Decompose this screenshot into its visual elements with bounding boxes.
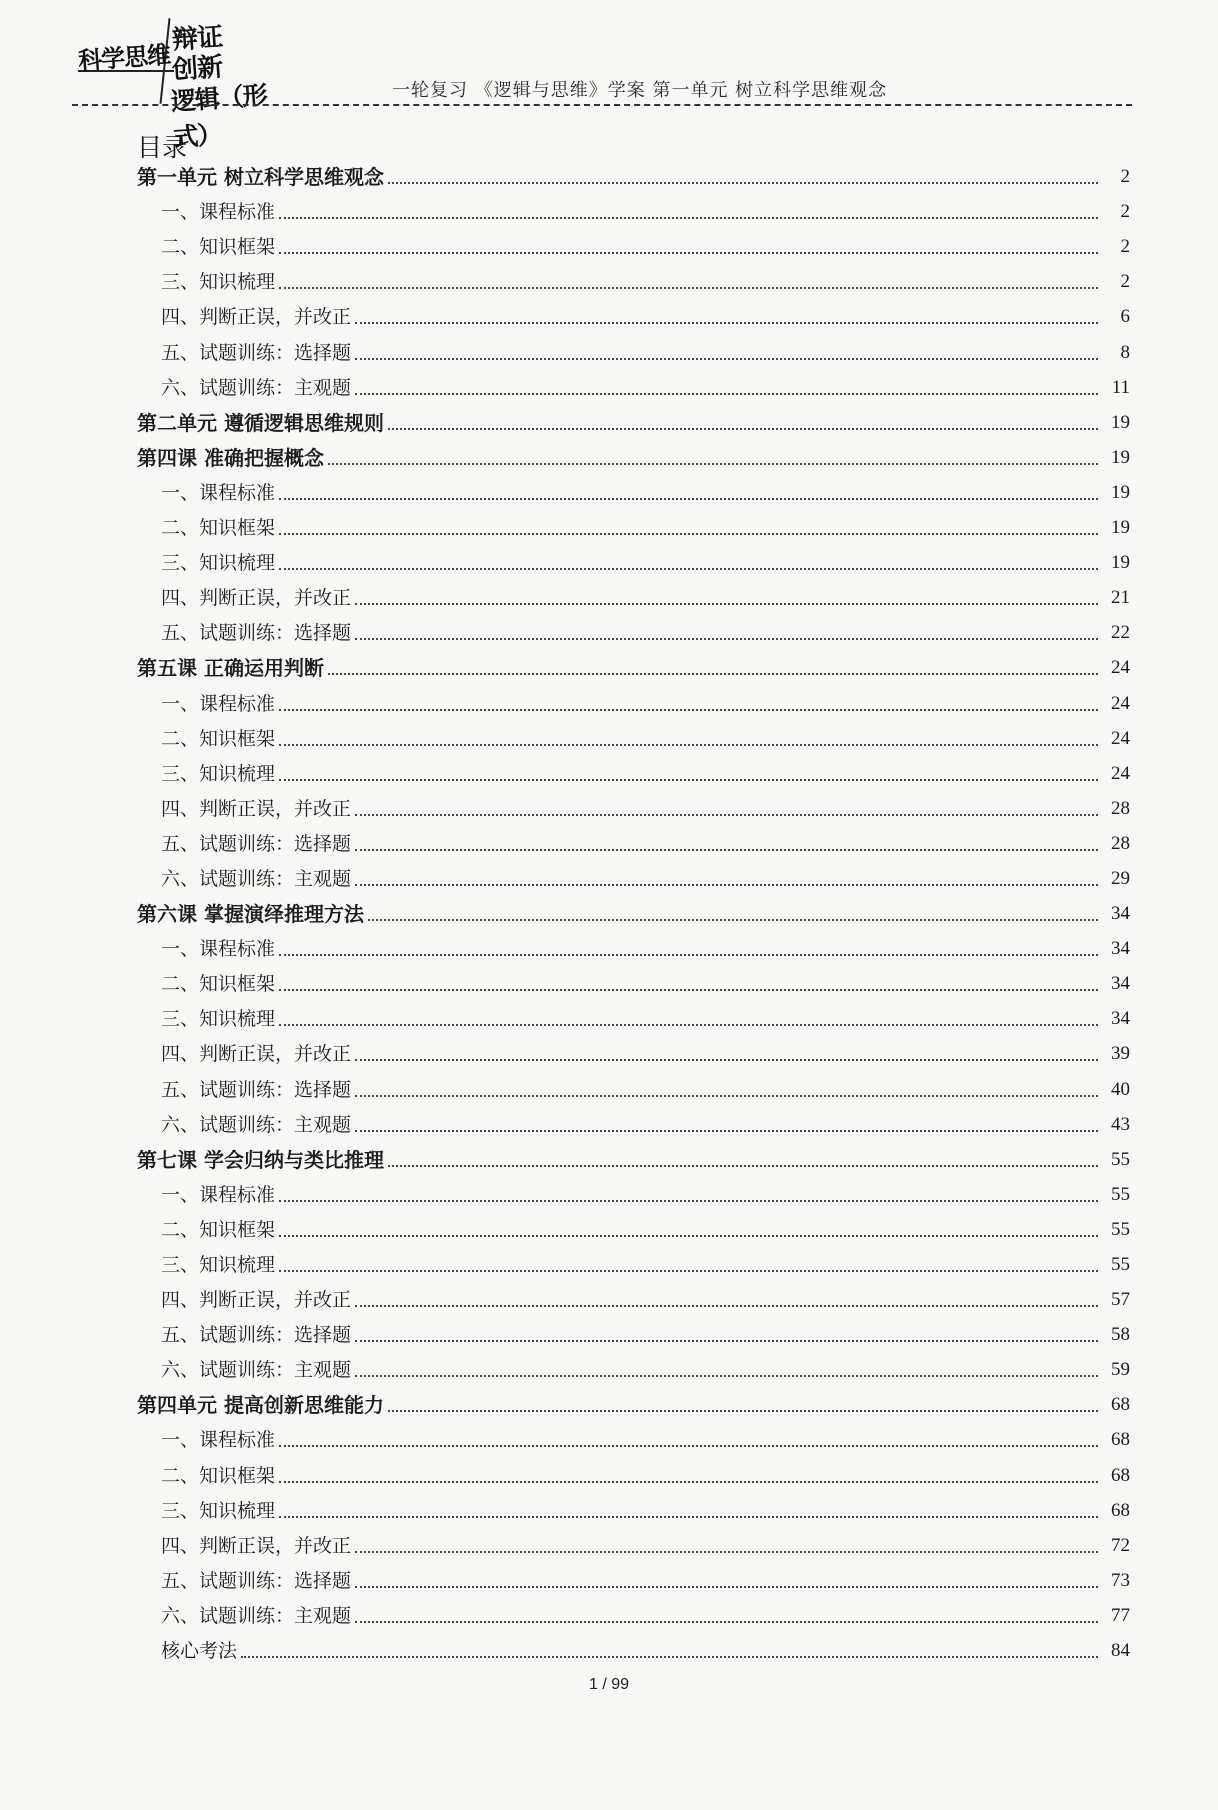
dot-leader [328,673,1098,675]
toc-subentry[interactable] [137,329,1130,364]
dot-leader [355,1586,1098,1588]
toc-subentry[interactable] [137,294,1130,329]
toc-entry-label: 核心考法 [161,1640,238,1663]
dot-leader [279,1024,1098,1026]
dot-leader [279,568,1098,570]
toc-subentry[interactable] [137,259,1130,294]
toc-entry-page-number: 11 [1111,376,1130,398]
toc-subentry[interactable] [137,365,1130,400]
toc-entry-page-number: 19 [1111,481,1130,503]
toc-entry-label: 三、知识梳理 [161,271,276,294]
toc-subentry[interactable] [137,1417,1130,1452]
toc-subentry[interactable] [137,1102,1130,1137]
toc-entry-label: 五、试题训练：选择题 [161,1078,352,1101]
toc-subentry[interactable] [137,470,1130,505]
dot-leader [355,603,1098,605]
dot-leader [355,1305,1098,1307]
toc-entry-label: 二、知识框架 [161,727,276,750]
dot-leader [355,393,1098,395]
toc-entry-page-number: 68 [1111,1394,1130,1416]
toc-entry-page-number: 19 [1111,552,1130,574]
toc-entry-page-number: 34 [1111,1008,1130,1030]
toc-entry-label: 一、课程标准 [161,481,276,504]
toc-entry-page-number: 24 [1111,762,1130,784]
dot-leader [279,779,1098,781]
toc-subentry[interactable] [137,961,1130,996]
toc-entry-page-number: 34 [1111,903,1130,925]
dot-leader [279,709,1098,711]
toc-entry-page-number: 24 [1111,692,1130,714]
dot-leader [279,1445,1098,1447]
toc-entry-label: 第二单元 遵循逻辑思维规则 [137,410,384,435]
toc-subentry[interactable] [137,786,1130,821]
dot-leader [279,498,1098,500]
toc-subentry[interactable] [137,224,1130,259]
toc-title: 目录 [137,133,188,162]
dot-leader [355,849,1098,851]
toc-entry-page-number: 28 [1111,797,1130,819]
dot-leader [279,1200,1098,1202]
table-of-contents [137,154,1130,1663]
toc-entry-page-number: 57 [1111,1289,1130,1311]
toc-section-entry[interactable] [137,891,1130,926]
toc-subentry[interactable] [137,1277,1130,1312]
toc-subentry[interactable] [137,610,1130,645]
toc-entry-label: 第一单元 树立科学思维观念 [137,165,384,190]
toc-entry-label: 二、知识框架 [161,973,276,996]
toc-section-entry[interactable] [137,400,1130,435]
dot-leader [279,1481,1098,1483]
toc-entry-label: 四、判断正误，并改正 [161,1043,352,1066]
toc-entry-label: 第五课 正确运用判断 [137,656,324,681]
dot-leader [279,1235,1098,1237]
toc-entry-page-number: 2 [1120,201,1130,223]
toc-subentry[interactable] [137,540,1130,575]
toc-entry-label: 一、课程标准 [161,938,276,961]
toc-entry-label: 一、课程标准 [161,201,276,224]
toc-subentry[interactable] [137,926,1130,961]
toc-entry-label: 六、试题训练：主观题 [161,1113,352,1136]
toc-entry-page-number: 34 [1111,938,1130,960]
toc-subentry[interactable] [137,1523,1130,1558]
toc-entry-label: 五、试题训练：选择题 [161,341,352,364]
toc-entry-label: 六、试题训练：主观题 [161,1604,352,1627]
toc-subentry[interactable] [137,1347,1130,1382]
toc-entry-page-number: 55 [1111,1148,1130,1170]
dot-leader [355,1621,1098,1623]
toc-entry-page-number: 68 [1111,1464,1130,1486]
toc-entry-page-number: 72 [1111,1534,1130,1556]
toc-entry-label: 五、试题训练：选择题 [161,832,352,855]
toc-entry-page-number: 84 [1111,1640,1130,1662]
dot-leader [279,989,1098,991]
logo-text-1: 科学思维 [77,40,172,76]
toc-entry-page-number: 19 [1111,517,1130,539]
dot-leader [388,1410,1098,1412]
toc-entry-page-number: 73 [1111,1569,1130,1591]
toc-entry-page-number: 2 [1120,166,1130,188]
dot-leader [279,533,1098,535]
toc-entry-label: 第七课 学会归纳与类比推理 [137,1147,384,1172]
toc-entry-page-number: 6 [1120,306,1130,328]
logo-text-3: 创新 [171,52,224,86]
toc-entry-label: 五、试题训练：选择题 [161,622,352,645]
dot-leader [241,1656,1098,1658]
toc-entry-label: 四、判断正误，并改正 [161,1534,352,1557]
toc-subentry[interactable] [137,1312,1130,1347]
dot-leader [355,1340,1098,1342]
toc-entry-page-number: 19 [1111,411,1130,433]
dot-leader [355,638,1098,640]
toc-entry-label: 第六课 掌握演绎推理方法 [137,902,364,927]
dot-leader [279,217,1098,219]
toc-entry-page-number: 40 [1111,1078,1130,1100]
toc-entry-page-number: 2 [1120,271,1130,293]
header-divider [72,104,1132,106]
toc-subentry[interactable] [137,1628,1130,1663]
dot-leader [355,884,1098,886]
toc-entry-label: 六、试题训练：主观题 [161,1359,352,1382]
dot-leader [279,1516,1098,1518]
toc-subentry[interactable] [137,1593,1130,1628]
dot-leader [355,322,1098,324]
logo-text-4: 逻辑（形式） [169,80,268,153]
toc-entry-page-number: 68 [1111,1499,1130,1521]
dot-leader [355,814,1098,816]
toc-entry-label: 三、知识梳理 [161,1499,276,1522]
logo-text-2: 辩证 [171,22,224,56]
toc-entry-page-number: 77 [1111,1604,1130,1626]
toc-entry-label: 四、判断正误，并改正 [161,1289,352,1312]
toc-subentry[interactable] [137,680,1130,715]
toc-entry-page-number: 8 [1120,341,1130,363]
toc-entry-label: 三、知识梳理 [161,762,276,785]
toc-entry-page-number: 24 [1111,657,1130,679]
dot-leader [279,1270,1098,1272]
toc-entry-page-number: 55 [1111,1183,1130,1205]
toc-entry-label: 五、试题训练：选择题 [161,1569,352,1592]
toc-section-entry[interactable] [137,1137,1130,1172]
dot-leader [388,1165,1098,1167]
toc-entry-page-number: 58 [1111,1324,1130,1346]
toc-subentry[interactable] [137,821,1130,856]
dot-leader [279,287,1098,289]
dot-leader [328,463,1098,465]
dot-leader [355,1095,1098,1097]
toc-section-entry[interactable] [137,645,1130,680]
toc-entry-label: 四、判断正误，并改正 [161,587,352,610]
toc-subentry[interactable] [137,1066,1130,1101]
dot-leader [279,744,1098,746]
toc-entry-label: 一、课程标准 [161,1429,276,1452]
toc-subentry[interactable] [137,575,1130,610]
dot-leader [279,252,1098,254]
toc-subentry[interactable] [137,1031,1130,1066]
toc-entry-page-number: 24 [1111,727,1130,749]
toc-entry-page-number: 59 [1111,1359,1130,1381]
toc-entry-label: 第四单元 提高创新思维能力 [137,1393,384,1418]
dot-leader [279,954,1098,956]
page-indicator: 1 / 99 [588,1676,630,1693]
toc-entry-label: 一、课程标准 [161,692,276,715]
toc-subentry[interactable] [137,856,1130,891]
dot-leader [355,358,1098,360]
toc-entry-label: 四、判断正误，并改正 [161,306,352,329]
toc-entry-label: 三、知识梳理 [161,1008,276,1031]
toc-entry-page-number: 2 [1120,236,1130,258]
dot-leader [355,1130,1098,1132]
toc-subentry[interactable] [137,1488,1130,1523]
dot-leader [388,428,1098,430]
toc-entry-page-number: 34 [1111,973,1130,995]
toc-entry-page-number: 55 [1111,1218,1130,1240]
toc-entry-label: 六、试题训练：主观题 [161,376,352,399]
toc-subentry[interactable] [137,1207,1130,1242]
toc-section-entry[interactable] [137,154,1130,189]
toc-subentry[interactable] [137,189,1130,224]
dot-leader [355,1059,1098,1061]
toc-entry-page-number: 19 [1111,446,1130,468]
toc-entry-page-number: 39 [1111,1043,1130,1065]
toc-entry-page-number: 29 [1111,867,1130,889]
toc-entry-page-number: 55 [1111,1254,1130,1275]
toc-section-entry[interactable] [137,435,1130,470]
toc-subentry[interactable] [137,505,1130,540]
toc-subentry[interactable] [137,996,1130,1031]
toc-entry-page-number: 68 [1111,1429,1130,1451]
toc-entry-label: 五、试题训练：选择题 [161,1324,352,1347]
toc-subentry[interactable] [137,1452,1130,1487]
toc-entry-label: 四、判断正误，并改正 [161,797,352,820]
dot-leader [368,919,1098,921]
toc-entry-label: 第四课 准确把握概念 [137,445,324,470]
toc-subentry[interactable] [137,1172,1130,1207]
toc-entry-label: 六、试题训练：主观题 [161,867,352,890]
toc-subentry[interactable] [137,716,1130,751]
toc-subentry[interactable] [137,751,1130,786]
dot-leader [388,182,1098,184]
toc-entry-page-number: 22 [1111,622,1130,644]
toc-entry-label: 二、知识框架 [161,1464,276,1487]
dot-leader [355,1375,1098,1377]
toc-entry-label: 三、知识梳理 [161,1254,276,1276]
toc-subentry[interactable] [137,1242,1130,1277]
toc-entry-page-number: 21 [1111,587,1130,609]
page-header-title: 一轮复习 《逻辑与思维》学案 第一单元 树立科学思维观念 [392,80,888,101]
toc-section-entry[interactable] [137,1382,1130,1417]
toc-entry-page-number: 43 [1111,1113,1130,1135]
toc-entry-label: 二、知识框架 [161,1218,276,1241]
toc-entry-label: 一、课程标准 [161,1183,276,1206]
dot-leader [355,1551,1098,1553]
toc-subentry[interactable] [137,1558,1130,1593]
toc-entry-page-number: 28 [1111,832,1130,854]
toc-entry-label: 二、知识框架 [161,517,276,540]
toc-entry-label: 三、知识梳理 [161,552,276,575]
toc-entry-label: 二、知识框架 [161,236,276,259]
